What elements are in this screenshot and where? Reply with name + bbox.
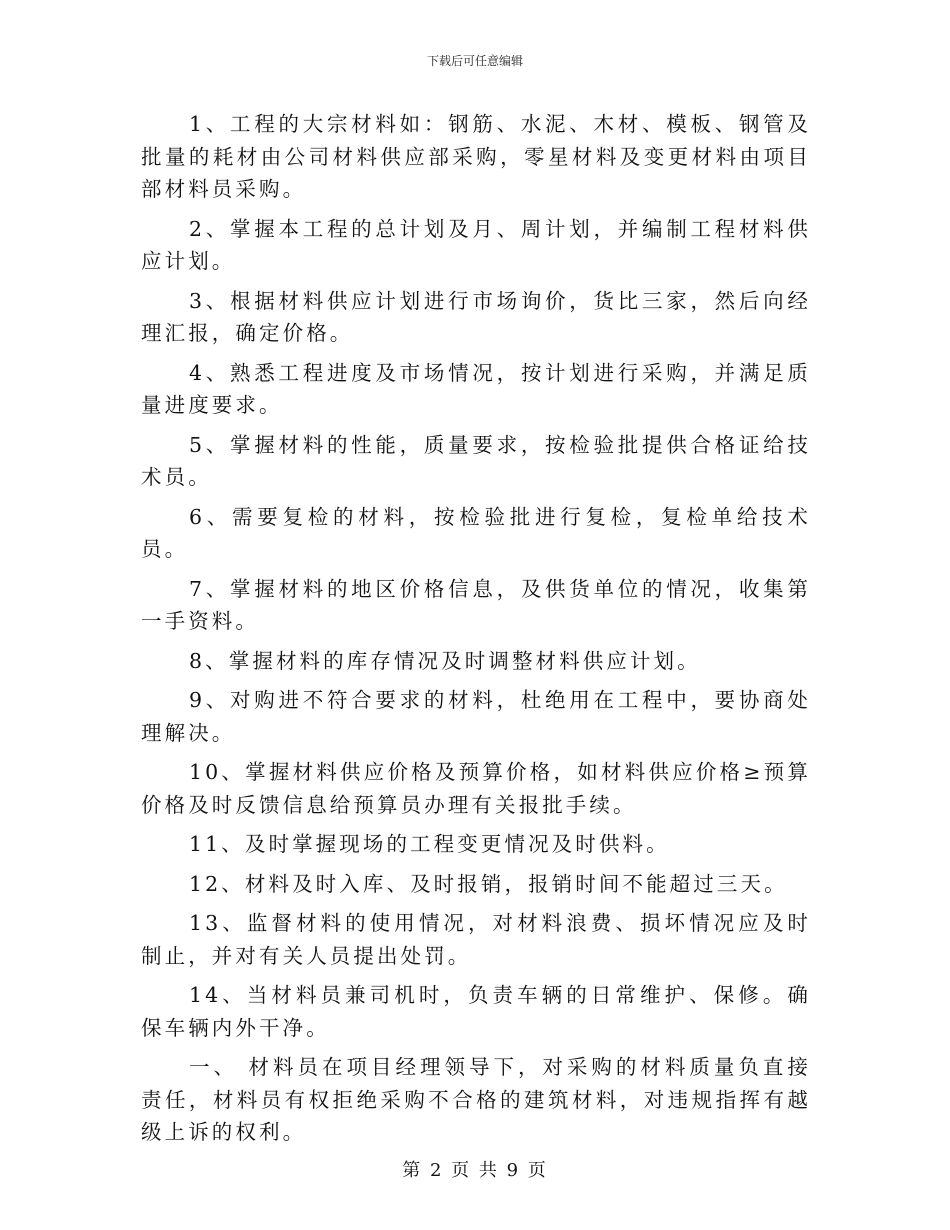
paragraph-11: 11、及时掌握现场的工程变更情况及时供料。 [189,832,670,856]
paragraph-7: 7、掌握材料的地区价格信息，及供货单位的情况，收集第一手资料。 [141,576,811,633]
paragraph-6: 6、需要复检的材料，按检验批进行复检，复检单给技术员。 [141,504,811,561]
paragraph-5: 5、掌握材料的性能，质量要求，按检验批提供合格证给技术员。 [141,432,811,489]
paragraph-10: 10、掌握材料供应价格及预算价格，如材料供应价格≥预算 价格及时反馈信息给预算员办理有关报批手续。 [141,760,811,817]
paragraph-8: 8、掌握材料的库存情况及时调整材料供应计划。 [189,648,701,673]
page-number: 第 2 页 共 9 页 [402,1160,548,1181]
document-body [141,108,811,1156]
page-header-note: 下载后可任意编辑 [426,54,523,68]
paragraph-14: 14、当材料员兼司机时，负责车辆的日常维护、保修。确保车辆内外干净。 [141,983,811,1040]
paragraph-section-one: 一、 材料员在项目经理领导下，对采购的材料质量负直接责任，材料员有权拒绝采购不合格的建筑材料，对违规指挥有越级上诉的权利。 [141,1055,811,1144]
paragraph-12: 12、材料及时入库、及时报销，报销时间不能超过三天。 [189,871,788,896]
paragraph-1: 1、工程的大宗材料如：钢筋、水泥、木材、模板、钢管及批量的耗材由公司材料供应部采购，零星材料及变更材料由项目部材料员采购。 [141,112,811,201]
paragraph-3: 3、根据材料供应计划进行市场询价，货比三家，然后向经理汇报，确定价格。 [141,288,811,345]
paragraph-9: 9、对购进不符合要求的材料，杜绝用在工程中，要协商处理解决。 [141,688,811,745]
paragraph-4: 4、熟悉工程进度及市场情况，按计划进行采购，并满足质量进度要求。 [141,360,811,417]
paragraph-2: 2、掌握本工程的总计划及月、周计划，并编制工程材料供应计划。 [141,216,811,273]
paragraph-13: 13、监督材料的使用情况，对材料浪费、损坏情况应及时制止，并对有关人员提出处罚。 [141,911,811,968]
